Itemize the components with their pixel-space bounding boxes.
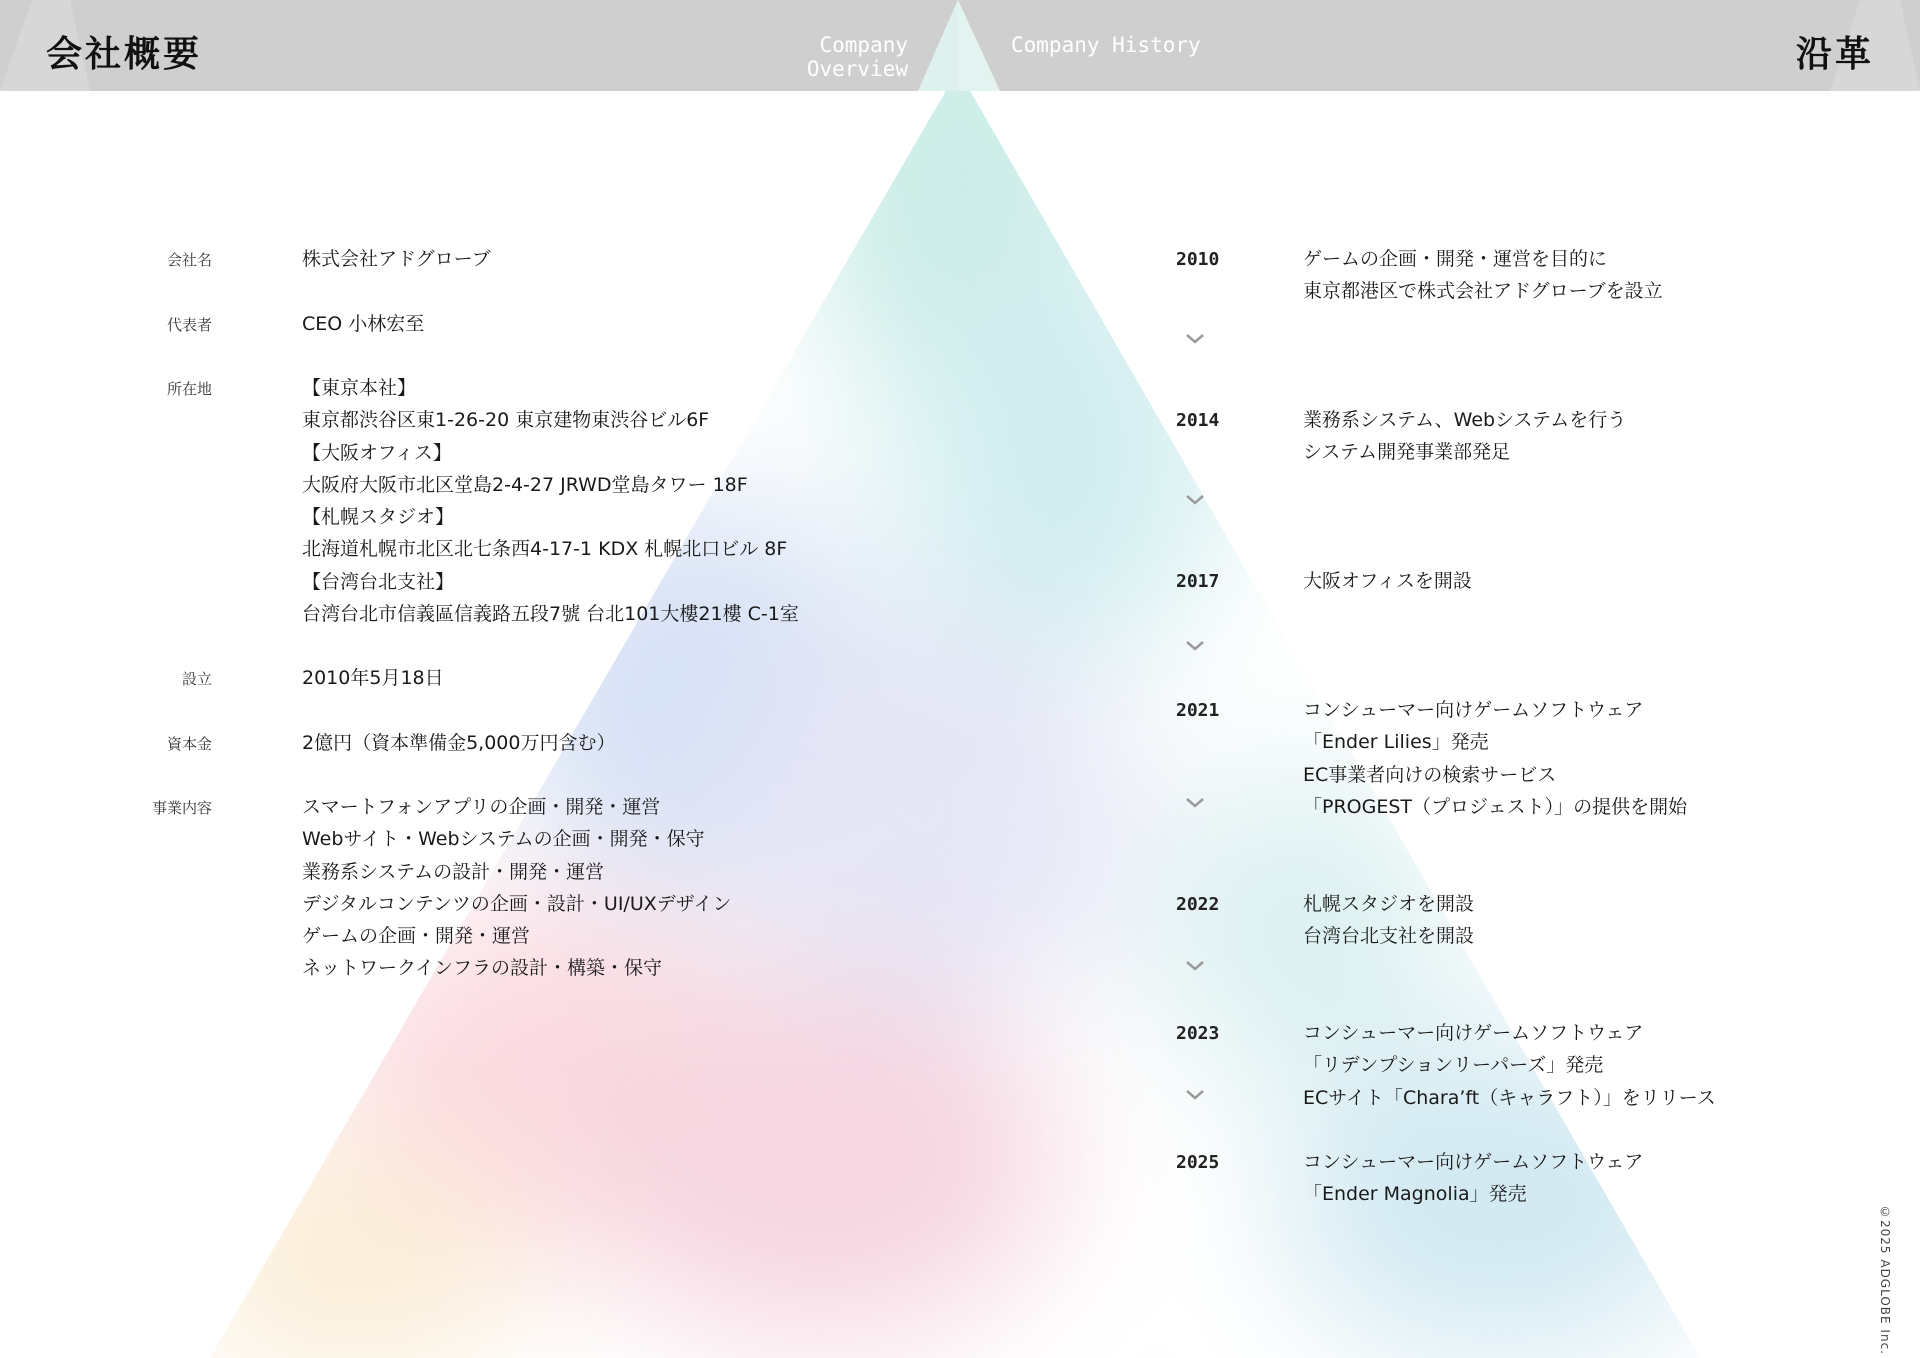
chevron-down-icon bbox=[1184, 639, 1206, 653]
overview-line: デジタルコンテンツの企画・設計・UI/UXデザイン bbox=[302, 892, 732, 915]
overview-label-address: 所在地 bbox=[166, 380, 212, 398]
history-event-2022 bbox=[1303, 888, 1474, 953]
overview-value-address bbox=[302, 372, 799, 630]
overview-line: 【東京本社】 bbox=[302, 377, 417, 399]
history-line: コンシューマー向けゲームソフトウェア bbox=[1303, 699, 1644, 721]
history-line: システム開発事業部発足 bbox=[1303, 441, 1511, 464]
overview-label-established: 設立 bbox=[181, 670, 212, 688]
overview-value-representative bbox=[302, 308, 424, 340]
history-line: ECサイト「Chara’ft（キャラフト）」をリリース bbox=[1303, 1086, 1716, 1109]
overview-line: 2010年5月18日 bbox=[302, 667, 444, 689]
history-event-2014 bbox=[1303, 404, 1626, 469]
overview-line: 【大阪オフィス】 bbox=[302, 441, 452, 464]
overview-line: CEO 小林宏至 bbox=[302, 313, 425, 335]
history-event-2010 bbox=[1303, 243, 1663, 308]
history-line: 「Ender Lilies」発売 bbox=[1303, 731, 1489, 754]
overview-line: 北海道札幌市北区北七条西4-17-1 KDX 札幌北口ビル 8F bbox=[302, 538, 788, 561]
history-line: 「リデンプションリーパーズ」発売 bbox=[1303, 1054, 1604, 1077]
history-line: コンシューマー向けゲームソフトウェア bbox=[1303, 1151, 1644, 1173]
header-center-triangle bbox=[0, 0, 1920, 91]
history-line: 業務系システム、Webシステムを行う bbox=[1303, 409, 1627, 431]
history-year-2023: 2023 bbox=[1176, 1023, 1220, 1044]
tab-company-overview[interactable]: Company Overview bbox=[806, 33, 908, 81]
history-line: 台湾台北支社を開設 bbox=[1303, 925, 1475, 948]
overview-label-representative: 代表者 bbox=[166, 316, 212, 334]
copyright-text: ©2025 ADGLOBE Inc. bbox=[1878, 1205, 1892, 1355]
history-line: ゲームの企画・開発・運営を目的に bbox=[1303, 248, 1608, 270]
overview-line: 東京都渋谷区東1-26-20 東京建物東渋谷ビル6F bbox=[302, 409, 710, 432]
history-line: 「Ender Magnolia」発売 bbox=[1303, 1183, 1527, 1206]
chevron-down-icon bbox=[1184, 959, 1206, 973]
overview-line: Webサイト・Webシステムの企画・開発・保守 bbox=[302, 828, 705, 851]
chevron-down-icon bbox=[1184, 493, 1206, 507]
overview-value-established bbox=[302, 662, 444, 694]
history-line: 大阪オフィスを開設 bbox=[1303, 570, 1472, 592]
history-year-2014: 2014 bbox=[1176, 410, 1220, 431]
overview-line: 業務系システムの設計・開発・運営 bbox=[302, 860, 605, 883]
overview-line: ネットワークインフラの設計・構築・保守 bbox=[302, 957, 663, 980]
overview-label-business: 事業内容 bbox=[151, 799, 212, 817]
history-line: 札幌スタジオを開設 bbox=[1303, 893, 1475, 915]
overview-label-company-name: 会社名 bbox=[166, 251, 212, 269]
chevron-down-icon bbox=[1184, 1088, 1206, 1102]
chevron-down-icon bbox=[1184, 796, 1206, 810]
overview-line: 大阪府大阪市北区堂島2-4-27 JRWD堂島タワー 18F bbox=[302, 473, 748, 496]
overview-line: 【札幌スタジオ】 bbox=[302, 506, 455, 529]
history-event-2023 bbox=[1303, 1017, 1716, 1114]
overview-line: 【台湾台北支社】 bbox=[302, 570, 455, 593]
overview-line: スマートフォンアプリの企画・開発・運営 bbox=[302, 796, 661, 818]
history-line: 「PROGEST（プロジェスト）」の提供を開始 bbox=[1303, 795, 1688, 818]
overview-value-capital bbox=[302, 727, 615, 759]
history-year-2017: 2017 bbox=[1176, 571, 1220, 592]
page-title-company-overview: 会社概要 bbox=[46, 34, 203, 75]
overview-line: 2億円（資本準備金5,000万円含む） bbox=[302, 732, 616, 754]
history-year-2022: 2022 bbox=[1176, 894, 1220, 915]
chevron-down-icon bbox=[1184, 332, 1206, 346]
history-line: 東京都港区で株式会社アドグローブを設立 bbox=[1303, 280, 1663, 303]
history-year-2010: 2010 bbox=[1176, 249, 1220, 270]
history-year-2025: 2025 bbox=[1176, 1152, 1220, 1173]
page-title-company-history: 沿革 bbox=[1795, 34, 1874, 75]
history-line: コンシューマー向けゲームソフトウェア bbox=[1303, 1022, 1644, 1044]
overview-line: 台湾台北市信義區信義路五段7號 台北101大樓21樓 C-1室 bbox=[302, 603, 799, 626]
history-event-2017 bbox=[1303, 565, 1472, 597]
overview-line: 株式会社アドグローブ bbox=[302, 248, 491, 270]
history-line: EC事業者向けの検索サービス bbox=[1303, 763, 1557, 786]
overview-value-business bbox=[302, 791, 731, 985]
history-event-2021 bbox=[1303, 694, 1687, 823]
overview-value-company-name bbox=[302, 243, 491, 275]
history-year-2021: 2021 bbox=[1176, 700, 1220, 721]
tab-company-history[interactable]: Company History bbox=[1011, 33, 1201, 57]
history-event-2025 bbox=[1303, 1146, 1643, 1211]
overview-line: ゲームの企画・開発・運営 bbox=[302, 925, 531, 948]
overview-label-capital: 資本金 bbox=[166, 735, 212, 753]
